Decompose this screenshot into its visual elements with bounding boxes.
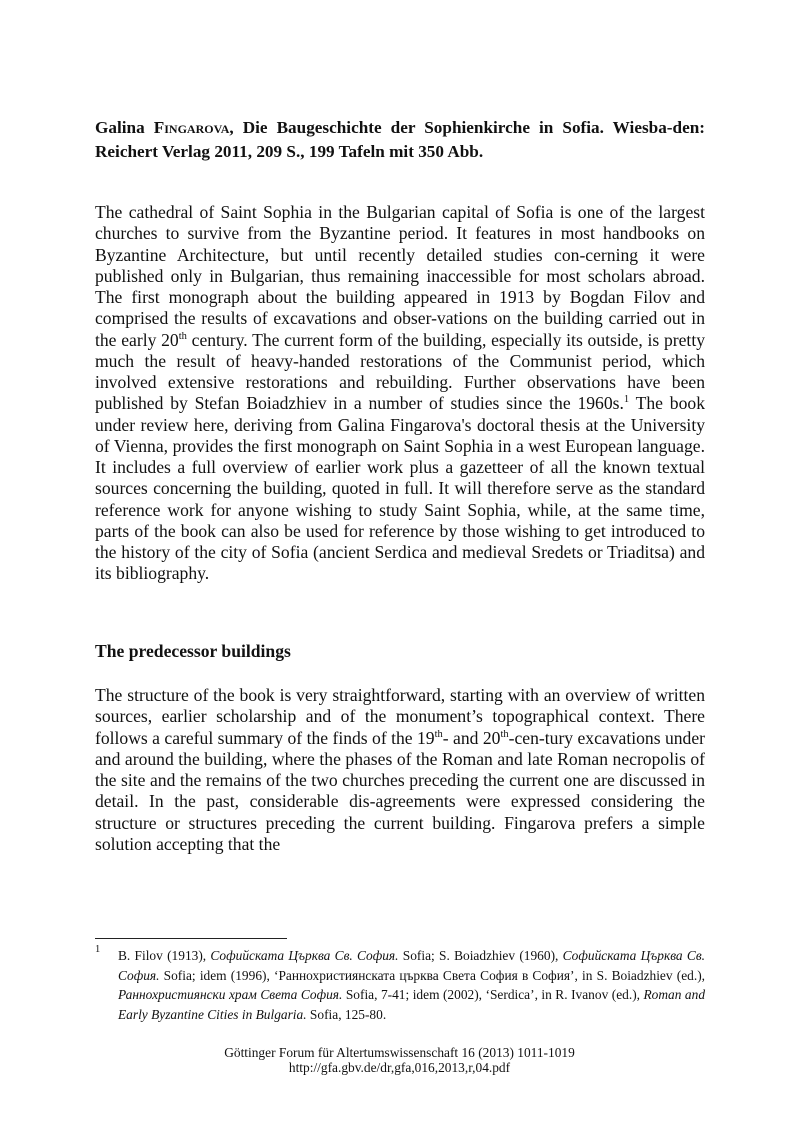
fn-italic-title: Софийската Църква Св. София. <box>118 948 705 983</box>
fn-text: Sofia, 7-41; idem (2002), ‘Serdica’, in R. Ivanov (ed.), <box>342 987 644 1003</box>
author-first-name: Galina <box>95 118 154 137</box>
book-citation: , Die Baugeschichte der Sophienkirche in Sofia. Wiesba-den: Reichert Verlag 2011, 209 S., 199 Tafeln mit 350 Abb. <box>95 118 706 161</box>
author-last-name: Fingarova <box>153 118 230 137</box>
structure-text-1: The structure of the book is very straightforward, starting with an overview of written sources, earlier scholarship and of the monument’s topographical context. There follows a careful summary of the finds of the 19 <box>95 685 705 748</box>
footer-url[interactable]: http://gfa.gbv.de/dr,gfa,016,2013,r,04.pdf <box>288 1060 511 1075</box>
superscript-th: th <box>500 728 509 740</box>
fn-text: Sofia, 125-80. <box>306 1007 387 1023</box>
footnote-reference[interactable]: 1 <box>623 394 630 406</box>
structure-paragraph <box>95 685 705 855</box>
footnote-divider <box>95 938 287 939</box>
fn-italic-title: Софийската Църква Св. София. <box>210 948 399 963</box>
intro-text-1: The cathedral of Saint Sophia in the Bulgarian capital of Sofia is one of the largest churches to survive from the Byzantine period. It features in most handbooks on Byzantine Architecture, but until recently detailed studies con-cerning it were published only in Bulgarian, thus remaining inaccessible for most scholars abroad. The first monograph about the building appeared in 1913 by Bogdan Filov and comprised the results of excavations and obser-vations on the building carried out in the early 20 <box>95 202 705 350</box>
fn-text: Sofia; idem (1996), ‘Раннохристиянската църква Света София в София’, in S. Boiadzhiev (ed.), <box>159 967 705 983</box>
review-title <box>95 116 705 164</box>
fn-italic-title: Roman and Early Byzantine Cities in Bulgaria. <box>118 987 706 1023</box>
superscript-th: th <box>434 728 443 740</box>
superscript-th: th <box>178 330 187 342</box>
structure-text-3: -cen-tury excavations under and around the building, where the phases of the Roman and late Roman necropolis of the site and the remains of the two churches preceding the current one are discussed in detail. In the past, considerable dis-agreements were expressed considering the structure or structures preceding the current building. Fingarova prefers a simple solution accepting that the <box>95 727 706 854</box>
fn-text: B. Filov (1913), <box>118 948 211 963</box>
section-heading: The predecessor buildings <box>95 641 291 661</box>
intro-text-3: The book under review here, deriving from Galina Fingarova's doctoral thesis at the University of Vienna, provides the first monograph on Saint Sophia in a west European language. It includes a full overview of earlier work plus a gazetteer of all the known textual sources concerning the building, quoted in full. It will therefore serve as the standard reference work for anyone wishing to study Saint Sophia, while, at the same time, parts of the book can also be used for reference by those wishing to get introduced to the history of the city of Sofia (ancient Serdica and medieval Sredets or Triaditsa) and its bibliography. <box>95 393 705 584</box>
fn-text: Sofia; S. Boiadzhiev (1960), <box>398 948 563 963</box>
fn-italic-title: Раннохристиянски храм Света София. <box>118 987 343 1003</box>
footer-journal: Göttinger Forum für Altertumswissenschaft 16 (2013) 1011-1019 <box>224 1045 575 1060</box>
intro-text-2: century. The current form of the building, especially its outside, is pretty much the result of heavy-handed restorations of the Communist period, which involved extensive restorations and rebuilding. Further observations have been published by Stefan Boiadzhiev in a number of studies since the 1960s. <box>95 329 706 414</box>
footnote-text <box>118 946 705 1025</box>
intro-paragraph <box>95 202 705 585</box>
structure-text-2: - and 20 <box>442 727 501 748</box>
footnote-number: 1 <box>95 944 101 955</box>
